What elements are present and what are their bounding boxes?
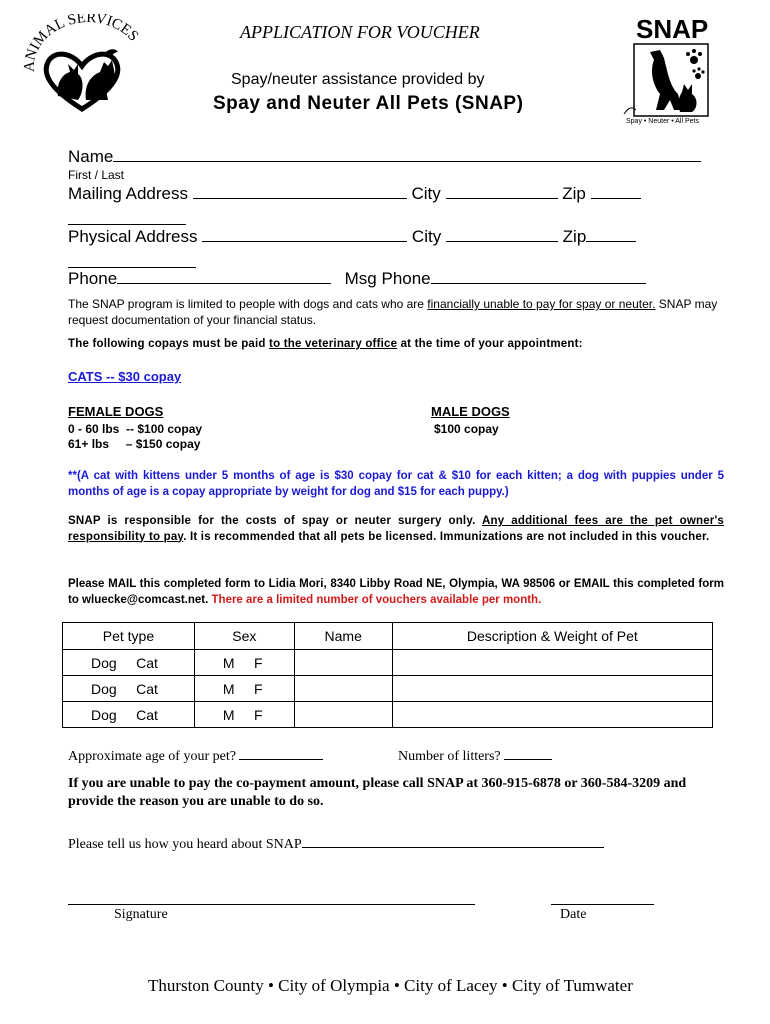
- physical-city-field[interactable]: [446, 241, 558, 242]
- form-title: APPLICATION FOR VOUCHER: [240, 22, 480, 42]
- signature-field[interactable]: [68, 888, 475, 905]
- female-dogs-heading: FEMALE DOGS: [68, 404, 164, 419]
- physical-city-label: City: [411, 227, 442, 246]
- sex-cell[interactable]: M F: [194, 650, 294, 676]
- program-intro: The SNAP program is limited to people with dogs and cats who are financially unable to pay for spay or neuter. SNAP may request documentation of your financial status.: [68, 297, 718, 327]
- org-name: Spay and Neuter All Pets (SNAP): [213, 93, 524, 114]
- mailing-city-label: City: [411, 184, 441, 203]
- svg-text:SNAP: SNAP: [636, 14, 709, 44]
- pet-type-cell[interactable]: Dog Cat: [63, 676, 195, 702]
- pet-type-cell[interactable]: Dog Cat: [63, 650, 195, 676]
- date-field[interactable]: [551, 888, 654, 905]
- sex-cell[interactable]: M F: [194, 676, 294, 702]
- pet-name-cell[interactable]: [294, 650, 392, 676]
- pet-type-cell[interactable]: Dog Cat: [63, 702, 195, 728]
- phone-row: [68, 269, 646, 289]
- signature-label: Signature: [114, 907, 168, 922]
- physical-zip-label: Zip: [562, 227, 587, 246]
- pet-name-cell[interactable]: [294, 676, 392, 702]
- cats-copay: CATS -- $30 copay: [68, 369, 182, 384]
- msg-phone-field[interactable]: [431, 283, 646, 284]
- female-dogs-copay-2: 61+ lbs – $150 copay: [68, 437, 201, 451]
- mailing-zip-label: Zip: [562, 184, 586, 203]
- pet-type-header: Pet type: [63, 623, 195, 650]
- physical-row: [68, 227, 636, 247]
- name-field[interactable]: [113, 161, 701, 162]
- litters-field[interactable]: [504, 759, 552, 760]
- female-dogs-copay-1: 0 - 60 lbs -- $100 copay: [68, 422, 203, 436]
- mailing-label: Mailing Address: [68, 184, 189, 203]
- snap-logo: [620, 14, 720, 129]
- description-cell[interactable]: [392, 650, 712, 676]
- pet-table-header: [63, 623, 713, 650]
- msg-phone-label: Msg Phone: [344, 269, 431, 288]
- male-dogs-heading: MALE DOGS: [431, 404, 510, 419]
- date-label: Date: [560, 907, 587, 922]
- heard-row: [68, 837, 604, 853]
- description-cell[interactable]: [392, 676, 712, 702]
- mailing-address-field[interactable]: [193, 198, 407, 199]
- form-subtitle: Spay/neuter assistance provided by: [231, 71, 485, 88]
- description-cell[interactable]: [392, 702, 712, 728]
- male-dogs-copay: $100 copay: [434, 422, 499, 436]
- unable-to-pay-note: If you are unable to pay the co-payment amount, please call SNAP at 360-915-6878 or 360-584-3209 and provide the reason you are unable to do so.: [68, 776, 687, 809]
- name-label: Name: [68, 147, 114, 166]
- physical-address-field[interactable]: [202, 241, 407, 242]
- pet-name-cell[interactable]: [294, 702, 392, 728]
- physical-label: Physical Address: [68, 227, 198, 246]
- physical-address-field-line2[interactable]: [68, 249, 196, 268]
- table-row: [63, 702, 713, 728]
- heard-field[interactable]: [302, 847, 604, 848]
- footer-jurisdictions: Thurston County • City of Olympia • City of Lacey • City of Tumwater: [148, 976, 633, 995]
- heard-label: Please tell us how you heard about SNAP: [68, 837, 302, 852]
- svg-text:ANIMAL SERVICES: ANIMAL SERVICES: [21, 14, 142, 73]
- animal-services-logo: [20, 14, 150, 114]
- pet-table: [62, 622, 713, 728]
- litters-row: [398, 749, 552, 765]
- litters-label: Number of litters?: [398, 749, 501, 764]
- sex-header: Sex: [194, 623, 294, 650]
- name-header: Name: [294, 623, 392, 650]
- description-header: Description & Weight of Pet: [392, 623, 712, 650]
- phone-label: Phone: [68, 269, 118, 288]
- age-row: [68, 749, 323, 765]
- age-label: Approximate age of your pet?: [68, 749, 236, 764]
- copays-intro: The following copays must be paid to the veterinary office at the time of your appointment:: [68, 338, 583, 350]
- mailing-city-field[interactable]: [446, 198, 558, 199]
- kittens-puppies-note: **(A cat with kittens under 5 months of age is $30 copay for cat & $10 for each kitten; a dog with puppies under 5 months of age is a copay appropriate by weight for dog and $15 for each puppy.): [68, 470, 724, 498]
- age-field[interactable]: [239, 759, 323, 760]
- name-hint: First / Last: [68, 168, 125, 182]
- responsibility-note: SNAP is responsible for the costs of spay or neuter surgery only. Any additional fees are the pet owner's responsibility to pay. It is recommended that all pets be licensed. Immunizations are not included in this voucher.: [68, 515, 725, 543]
- table-row: [63, 650, 713, 676]
- snap-tagline: Spay • Neuter • All Pets: [626, 118, 699, 125]
- sex-cell[interactable]: M F: [194, 702, 294, 728]
- mailing-zip-field[interactable]: [591, 198, 641, 199]
- physical-zip-field[interactable]: [586, 241, 636, 242]
- mail-instructions: Please MAIL this completed form to Lidia Mori, 8340 Libby Road NE, Olympia, WA 98506 or EMAIL this completed form to wluecke@comcast.net. There are a limited number of vouchers available per month.: [68, 578, 724, 606]
- phone-field[interactable]: [117, 283, 331, 284]
- mailing-row: [68, 184, 641, 204]
- mailing-address-field-line2[interactable]: [68, 206, 186, 225]
- table-row: [63, 676, 713, 702]
- name-row: [68, 147, 701, 167]
